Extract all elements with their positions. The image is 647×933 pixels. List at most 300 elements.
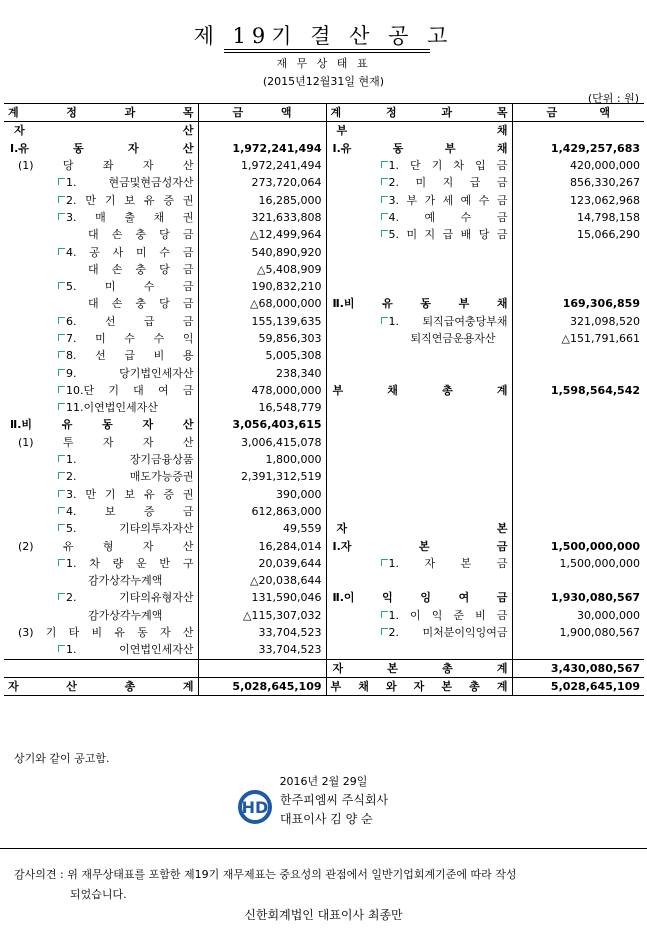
label-token: 금 xyxy=(182,280,194,294)
label-token: 수 xyxy=(460,210,472,224)
right-account-text xyxy=(331,538,508,555)
audit-opinion xyxy=(14,865,516,905)
label-token: 사 xyxy=(112,245,124,259)
right-account-20 xyxy=(326,468,512,485)
label-token: 단 xyxy=(410,159,421,173)
left-account-text xyxy=(8,278,194,295)
label-token: 4. xyxy=(58,244,77,261)
label-token: 수 xyxy=(478,193,490,207)
label-token: 당 xyxy=(159,297,170,311)
right-account-14 xyxy=(326,364,512,381)
label-token: 유 xyxy=(143,487,155,501)
table-row xyxy=(4,451,644,468)
right-account-31 xyxy=(326,659,512,677)
label-token: 비 xyxy=(475,608,486,622)
left-account-23 xyxy=(4,520,198,537)
right-account-0 xyxy=(326,122,512,140)
balance-sheet-table xyxy=(4,103,644,696)
label-token: 채 xyxy=(496,141,508,155)
label-token: 손 xyxy=(111,228,123,242)
right-amount-15: 1,598,564,542 xyxy=(550,383,640,397)
left-amount-31 xyxy=(198,659,326,677)
label-token: 미처분이익잉여금 xyxy=(422,626,508,640)
label-token: 기 xyxy=(104,193,116,207)
right-amount-29: 1,900,080,567 xyxy=(559,626,640,640)
right-amount-18 xyxy=(512,434,644,451)
left-amount-8: △5,408,909 xyxy=(198,261,326,278)
table-row xyxy=(4,347,644,364)
label-token: 미 xyxy=(95,332,106,345)
company-logo-icon xyxy=(238,788,272,826)
table-row xyxy=(4,434,644,451)
left-amount-25: 20,039,644 xyxy=(198,555,326,572)
label-token: 충 xyxy=(135,228,147,242)
right-account-26 xyxy=(326,572,512,589)
right-account-8 xyxy=(326,261,512,278)
label-token: 예 xyxy=(460,193,472,207)
auditor-name: 신한회계법인 대표이사 최종만 xyxy=(244,908,403,922)
label-token: 당 xyxy=(62,159,74,173)
right-amount-16 xyxy=(512,399,644,416)
table-row xyxy=(4,416,644,433)
label-token: 유 xyxy=(143,193,155,207)
left-account-4 xyxy=(4,191,198,208)
label-token: 자 xyxy=(14,124,25,138)
label-token: 기타의유형자산 xyxy=(119,591,194,605)
label-token: 금 xyxy=(496,159,508,173)
label-token: 유 xyxy=(62,539,74,553)
label-token: 비 xyxy=(153,349,165,363)
label-token: 지 xyxy=(442,176,454,190)
label-token: 금 xyxy=(496,608,508,622)
check-mark-icon xyxy=(58,178,65,185)
right-amount-17 xyxy=(512,416,644,433)
right-account-text xyxy=(331,192,508,209)
left-account-18 xyxy=(4,434,198,451)
right-account-16 xyxy=(326,399,512,416)
left-amount-9: 190,832,210 xyxy=(198,278,326,295)
label-token: 충 xyxy=(135,297,147,311)
left-account-text xyxy=(8,347,194,364)
table-row xyxy=(4,174,644,191)
label-token: 자 xyxy=(336,522,348,536)
table-row xyxy=(4,399,644,416)
label-token: 증 xyxy=(143,504,155,518)
label-token: 9. xyxy=(58,365,77,382)
title-underline-double xyxy=(224,52,430,53)
right-account-text xyxy=(331,607,508,624)
table-row xyxy=(4,537,644,554)
label-token: 총 xyxy=(442,383,453,397)
table-row xyxy=(4,624,644,641)
left-amount-29: 33,704,523 xyxy=(198,624,326,641)
right-account-2 xyxy=(326,157,512,174)
label-token: 익 xyxy=(431,608,443,622)
label-token: 수 xyxy=(124,332,135,345)
label-token: 산 xyxy=(182,159,194,173)
table-row xyxy=(4,382,644,399)
left-account-text xyxy=(8,140,194,157)
label-token: 7. xyxy=(58,330,77,347)
label-token: 산 xyxy=(182,539,194,553)
label-token: 대 xyxy=(88,228,99,242)
label-token: 기타의투자자산 xyxy=(119,522,194,536)
table-row xyxy=(4,659,644,677)
table-row xyxy=(4,503,644,520)
right-amount-25: 1,500,000,000 xyxy=(559,556,640,570)
label-token: 급 xyxy=(469,176,481,190)
left-account-14 xyxy=(4,364,198,381)
label-token: 산 xyxy=(66,679,77,693)
left-account-1 xyxy=(4,140,198,157)
left-amount-24: 16,284,014 xyxy=(198,537,326,554)
right-amount-6: 15,066,290 xyxy=(577,228,640,242)
label-token: 동 xyxy=(420,297,432,311)
check-mark-icon xyxy=(58,645,65,652)
label-token: 금 xyxy=(182,245,194,259)
left-amount-18: 3,006,415,078 xyxy=(198,434,326,451)
label-token: 자 xyxy=(424,556,436,570)
left-account-text xyxy=(8,365,194,382)
label-token: 부 xyxy=(458,297,470,311)
right-amount-23 xyxy=(512,520,644,537)
label-token: 급 xyxy=(442,228,454,242)
label-token: 형 xyxy=(102,539,114,553)
label-token: 본 xyxy=(496,522,508,536)
label-token: 4. xyxy=(381,209,400,226)
left-account-text xyxy=(8,122,194,139)
label-token: 구 xyxy=(182,556,194,570)
check-mark-icon xyxy=(58,317,65,324)
label-token: 자 xyxy=(102,435,114,449)
label-token: 가 xyxy=(424,193,436,207)
label-token: 산 xyxy=(182,626,194,640)
label-token: 매 xyxy=(95,210,106,224)
table-row xyxy=(4,589,644,606)
check-mark-icon xyxy=(58,282,65,289)
label-token: 산 xyxy=(182,141,194,155)
statement-name: 재 무 상 태 표 xyxy=(276,57,371,70)
label-token: 매도가능증권 xyxy=(129,470,194,484)
right-amount-2: 420,000,000 xyxy=(570,159,640,173)
right-account-13 xyxy=(326,347,512,364)
right-account-text xyxy=(331,122,508,139)
left-account-19 xyxy=(4,451,198,468)
right-account-text xyxy=(331,520,508,537)
label-token: 출 xyxy=(124,210,135,224)
left-account-text xyxy=(8,261,194,278)
label-token: 1. xyxy=(381,313,400,330)
label-token: 준 xyxy=(453,608,465,622)
label-token: 채 xyxy=(496,124,508,138)
label-token: 금 xyxy=(496,539,508,553)
check-mark-icon xyxy=(58,490,65,497)
check-mark-icon xyxy=(58,334,65,341)
label-token: 동 xyxy=(392,141,404,155)
label-token: 6. xyxy=(58,313,77,330)
left-account-text xyxy=(8,192,194,209)
label-token: 차 xyxy=(89,556,100,570)
label-token: 계 xyxy=(496,679,508,693)
left-amount-14: 238,340 xyxy=(198,364,326,381)
table-row xyxy=(4,555,644,572)
label-token: 이 xyxy=(410,608,421,622)
label-token: 채 xyxy=(496,297,508,311)
header-account-left-text xyxy=(8,104,194,121)
right-account-22 xyxy=(326,503,512,520)
label-token: 금 xyxy=(182,297,194,311)
label-token: 잉 xyxy=(420,591,432,605)
label-token: 당 xyxy=(159,228,170,242)
right-amount-9 xyxy=(512,278,644,295)
label-token: 총 xyxy=(442,661,453,675)
check-mark-icon xyxy=(58,507,65,514)
label-token: Ⅰ.유 xyxy=(10,141,29,155)
right-account-text xyxy=(331,157,508,174)
label-token: 1. xyxy=(381,157,400,174)
right-account-17 xyxy=(326,416,512,433)
left-account-6 xyxy=(4,226,198,243)
left-account-24 xyxy=(4,537,198,554)
label-token: 미 xyxy=(136,245,147,259)
right-amount-22 xyxy=(512,503,644,520)
right-account-text xyxy=(331,660,508,677)
label-token: 4. xyxy=(58,503,77,520)
label-token: 부 xyxy=(330,679,342,693)
right-account-27 xyxy=(326,589,512,606)
label-token: 부 xyxy=(336,124,348,138)
label-token: 운 xyxy=(136,556,147,570)
right-account-text xyxy=(331,624,508,641)
label-token: 금 xyxy=(182,383,194,397)
label-token: 당 xyxy=(159,262,170,276)
left-amount-11: 155,139,635 xyxy=(198,313,326,330)
label-token: 5. xyxy=(58,520,77,537)
label-token: 계 xyxy=(496,661,508,675)
audit-opinion-line2: 되었습니다. xyxy=(70,888,127,901)
table-row xyxy=(4,140,644,157)
check-mark-icon xyxy=(58,196,65,203)
label-token: 권 xyxy=(182,193,194,207)
left-account-31 xyxy=(4,659,198,677)
right-account-21 xyxy=(326,486,512,503)
check-mark-icon xyxy=(58,369,65,376)
label-token: 손 xyxy=(111,262,123,276)
label-token: 2. xyxy=(58,468,77,485)
label-token: Ⅱ.비 xyxy=(332,297,355,311)
left-account-text xyxy=(8,538,194,555)
label-token: 예 xyxy=(424,210,436,224)
check-mark-icon xyxy=(58,455,65,462)
label-token: 와 xyxy=(385,679,397,693)
left-account-17 xyxy=(4,416,198,433)
label-token: 자 xyxy=(142,159,154,173)
title-underline xyxy=(224,49,430,50)
label-token: 만 xyxy=(85,193,96,207)
header-amount-right-text xyxy=(517,104,641,121)
right-amount-8 xyxy=(512,261,644,278)
label-token: 자 xyxy=(127,141,139,155)
left-account-text xyxy=(8,330,194,347)
label-token: 권 xyxy=(182,487,194,501)
left-account-21 xyxy=(4,486,198,503)
right-account-25 xyxy=(326,555,512,572)
label-token: 3. xyxy=(381,192,400,209)
table-row xyxy=(4,486,644,503)
check-mark-icon xyxy=(58,248,65,255)
label-token: 좌 xyxy=(102,159,114,173)
label-token: 금 xyxy=(496,228,508,242)
label-token: 2. xyxy=(381,174,400,191)
left-amount-6: △12,499,964 xyxy=(198,226,326,243)
left-account-text xyxy=(8,451,194,468)
header-account-left xyxy=(4,104,198,122)
left-account-text xyxy=(8,503,194,520)
right-account-23 xyxy=(326,520,512,537)
label-token: 권 xyxy=(182,210,194,224)
left-account-20 xyxy=(4,468,198,485)
label-token: 익 xyxy=(382,591,393,605)
label-token: 익 xyxy=(182,332,194,345)
left-account-text xyxy=(8,313,194,330)
label-token: 대 xyxy=(133,383,144,397)
label-token: 기 xyxy=(45,626,57,640)
check-mark-icon xyxy=(381,178,388,185)
left-account-2 xyxy=(4,157,198,174)
right-amount-27: 1,930,080,567 xyxy=(550,591,640,605)
left-account-12 xyxy=(4,330,198,347)
left-account-text xyxy=(8,244,194,261)
right-amount-10: 169,306,859 xyxy=(562,297,640,311)
label-token: 1. xyxy=(381,555,400,572)
left-account-text xyxy=(8,486,194,503)
left-account-text xyxy=(8,555,194,572)
right-amount-21 xyxy=(512,486,644,503)
label-token: 채 xyxy=(153,210,165,224)
table-row xyxy=(4,191,644,208)
left-account-9 xyxy=(4,278,198,295)
label-token: Ⅰ.유 xyxy=(332,141,352,155)
left-account-30 xyxy=(4,641,198,659)
label-token: 차 xyxy=(453,159,465,173)
label-token: Ⅰ.자 xyxy=(332,539,352,553)
right-amount-7 xyxy=(512,243,644,260)
label-token: Ⅱ.비 xyxy=(10,418,33,432)
left-account-text xyxy=(8,226,194,243)
label-token: 산 xyxy=(182,435,194,449)
label-token: 미 xyxy=(104,280,116,294)
check-mark-icon xyxy=(381,317,388,324)
label-token: 비 xyxy=(91,626,103,640)
check-mark-icon xyxy=(381,628,388,635)
table-row xyxy=(4,330,644,347)
left-account-text xyxy=(8,434,194,451)
label-token: 급 xyxy=(124,349,135,363)
right-amount-24: 1,500,000,000 xyxy=(550,539,640,553)
right-account-1 xyxy=(326,140,512,157)
right-amount-19 xyxy=(512,451,644,468)
table-header-row xyxy=(4,104,644,122)
check-mark-icon xyxy=(58,472,65,479)
header-account-right xyxy=(326,104,512,122)
label-token: 액 xyxy=(280,106,292,120)
left-amount-1: 1,972,241,494 xyxy=(198,140,326,157)
total-liab-equity-label-text xyxy=(331,678,508,695)
table-row xyxy=(4,313,644,330)
left-account-text xyxy=(8,520,194,537)
header-amount-left xyxy=(198,104,326,122)
label-token: 미 xyxy=(415,176,427,190)
right-account-text xyxy=(331,174,508,191)
label-token: 계 xyxy=(182,679,194,693)
left-account-text xyxy=(8,589,194,606)
label-token: 기 xyxy=(108,383,119,397)
total-assets-amount: 5,028,645,109 xyxy=(198,677,326,695)
right-account-text xyxy=(331,313,508,330)
check-mark-icon xyxy=(58,386,65,393)
label-token: 기 xyxy=(431,159,443,173)
right-account-24 xyxy=(326,537,512,554)
label-token: 급 xyxy=(143,314,155,328)
right-amount-31: 3,430,080,567 xyxy=(512,659,644,677)
label-token: 배 xyxy=(460,228,472,242)
label-token: 금 xyxy=(546,106,558,120)
left-account-text xyxy=(8,607,194,624)
right-account-text xyxy=(331,382,508,399)
label-token: 산 xyxy=(182,124,194,138)
right-amount-14 xyxy=(512,364,644,381)
left-amount-12: 59,856,303 xyxy=(198,330,326,347)
label-token: 동 xyxy=(73,141,84,155)
right-account-29 xyxy=(326,624,512,641)
label-token: 유 xyxy=(114,626,125,640)
left-amount-15: 478,000,000 xyxy=(198,382,326,399)
sign-date: 2016년 2월 29일 xyxy=(279,775,368,788)
label-token: 채 xyxy=(358,679,369,693)
label-token: 채 xyxy=(387,383,398,397)
label-token: 선 xyxy=(104,314,116,328)
right-amount-30 xyxy=(512,641,644,659)
right-amount-13 xyxy=(512,347,644,364)
left-amount-5: 321,633,808 xyxy=(198,209,326,226)
label-token: 선 xyxy=(95,349,106,363)
label-token: 수 xyxy=(153,332,165,345)
left-account-29 xyxy=(4,624,198,641)
label-token: 계 xyxy=(8,106,19,120)
label-token: 여 xyxy=(458,591,470,605)
label-token: 금 xyxy=(496,176,508,190)
label-token: 2. xyxy=(58,589,77,606)
left-amount-21: 390,000 xyxy=(198,486,326,503)
label-token: 금 xyxy=(496,193,508,207)
table-row xyxy=(4,520,644,537)
label-token: 1. xyxy=(381,607,400,624)
right-account-15 xyxy=(326,382,512,399)
label-token: 계 xyxy=(330,106,342,120)
left-account-text xyxy=(8,209,194,226)
left-account-7 xyxy=(4,243,198,260)
footer-divider xyxy=(0,848,647,849)
left-account-26 xyxy=(4,572,198,589)
label-token: (3) xyxy=(18,626,34,640)
label-token: 동 xyxy=(102,418,113,432)
left-account-text xyxy=(8,295,194,312)
total-assets-label-text xyxy=(8,678,194,695)
label-token: 부 xyxy=(332,383,344,397)
label-token: 산 xyxy=(182,418,194,432)
right-account-text xyxy=(331,589,508,606)
table-row xyxy=(4,295,644,312)
